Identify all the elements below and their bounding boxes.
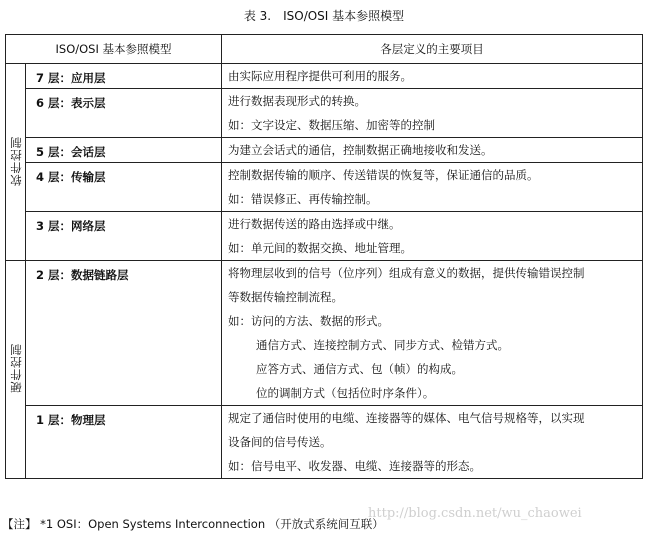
layer-description bbox=[222, 261, 643, 406]
layer-description bbox=[222, 212, 643, 261]
description-line: 为建立会话式的通信，控制数据正确地接收和发送。 bbox=[228, 143, 493, 157]
table-row bbox=[6, 64, 643, 89]
description-line: 设备间的信号传送。 bbox=[228, 435, 332, 449]
description-line: 等数据传输控制流程。 bbox=[228, 290, 344, 304]
description-line: 如：访问的方法、数据的形式。 bbox=[228, 314, 390, 328]
layer-name: 2 层：数据链路层 bbox=[26, 261, 222, 406]
group-hardware bbox=[6, 261, 26, 479]
layer-name: 4 层：传输层 bbox=[26, 163, 222, 212]
footnote: 【注】 *1 OSI：Open Systems Interconnection （开放式系统间互联） bbox=[2, 517, 384, 531]
description-line: 通信方式、连接控制方式、同步方式、检错方式。 bbox=[256, 338, 510, 352]
description-line: 如：信号电平、收发器、电缆、连接器等的形态。 bbox=[228, 459, 482, 473]
group-hardware-label: 硬件控制 bbox=[8, 343, 23, 393]
layer-name: 5 层：会话层 bbox=[26, 138, 222, 163]
description-line: 将物理层收到的信号（位序列）组成有意义的数据，提供传输错误控制 bbox=[228, 266, 585, 280]
group-software bbox=[6, 64, 26, 261]
description-line: 如：单元间的数据交换、地址管理。 bbox=[228, 241, 413, 255]
description-line: 如：错误修正、再传输控制。 bbox=[228, 192, 378, 206]
layer-description bbox=[222, 89, 643, 138]
layer-name: 6 层：表示层 bbox=[26, 89, 222, 138]
table-row bbox=[6, 406, 643, 479]
description-line: 进行数据传送的路由选择或中继。 bbox=[228, 217, 401, 231]
description-line: 位的调制方式（包括位时序条件）。 bbox=[256, 386, 435, 400]
description-line: 如：文字设定、数据压缩、加密等的控制 bbox=[228, 118, 436, 132]
osi-reference-table bbox=[5, 34, 643, 479]
description-line: 应答方式、通信方式、包（帧）的构成。 bbox=[256, 362, 464, 376]
table-title: 表 3. ISO/OSI 基本参照模型 bbox=[243, 9, 405, 23]
description-line: 规定了通信时使用的电缆、连接器等的媒体、电气信号规格等，以实现 bbox=[228, 411, 585, 425]
layer-description bbox=[222, 406, 643, 479]
layer-name: 1 层：物理层 bbox=[26, 406, 222, 479]
table-row bbox=[6, 138, 643, 163]
table-header-row bbox=[6, 35, 643, 64]
layer-description bbox=[222, 138, 643, 163]
layer-description bbox=[222, 163, 643, 212]
layer-name: 7 层：应用层 bbox=[26, 64, 222, 89]
table-row bbox=[6, 163, 643, 212]
layer-description bbox=[222, 64, 643, 89]
description-line: 由实际应用程序提供可利用的服务。 bbox=[228, 69, 413, 83]
header-definition: 各层定义的主要项目 bbox=[222, 35, 643, 64]
table-row bbox=[6, 89, 643, 138]
group-software-label: 软件控制 bbox=[8, 135, 23, 186]
description-line: 进行数据表现形式的转换。 bbox=[228, 94, 367, 108]
table-row bbox=[6, 261, 643, 406]
table-row bbox=[6, 212, 643, 261]
watermark: http://blog.csdn.net/wu_chaowei bbox=[368, 506, 582, 521]
description-line: 控制数据传输的顺序、传送错误的恢复等，保证通信的品质。 bbox=[228, 168, 539, 182]
header-model: ISO/OSI 基本参照模型 bbox=[6, 35, 222, 64]
layer-name: 3 层：网络层 bbox=[26, 212, 222, 261]
